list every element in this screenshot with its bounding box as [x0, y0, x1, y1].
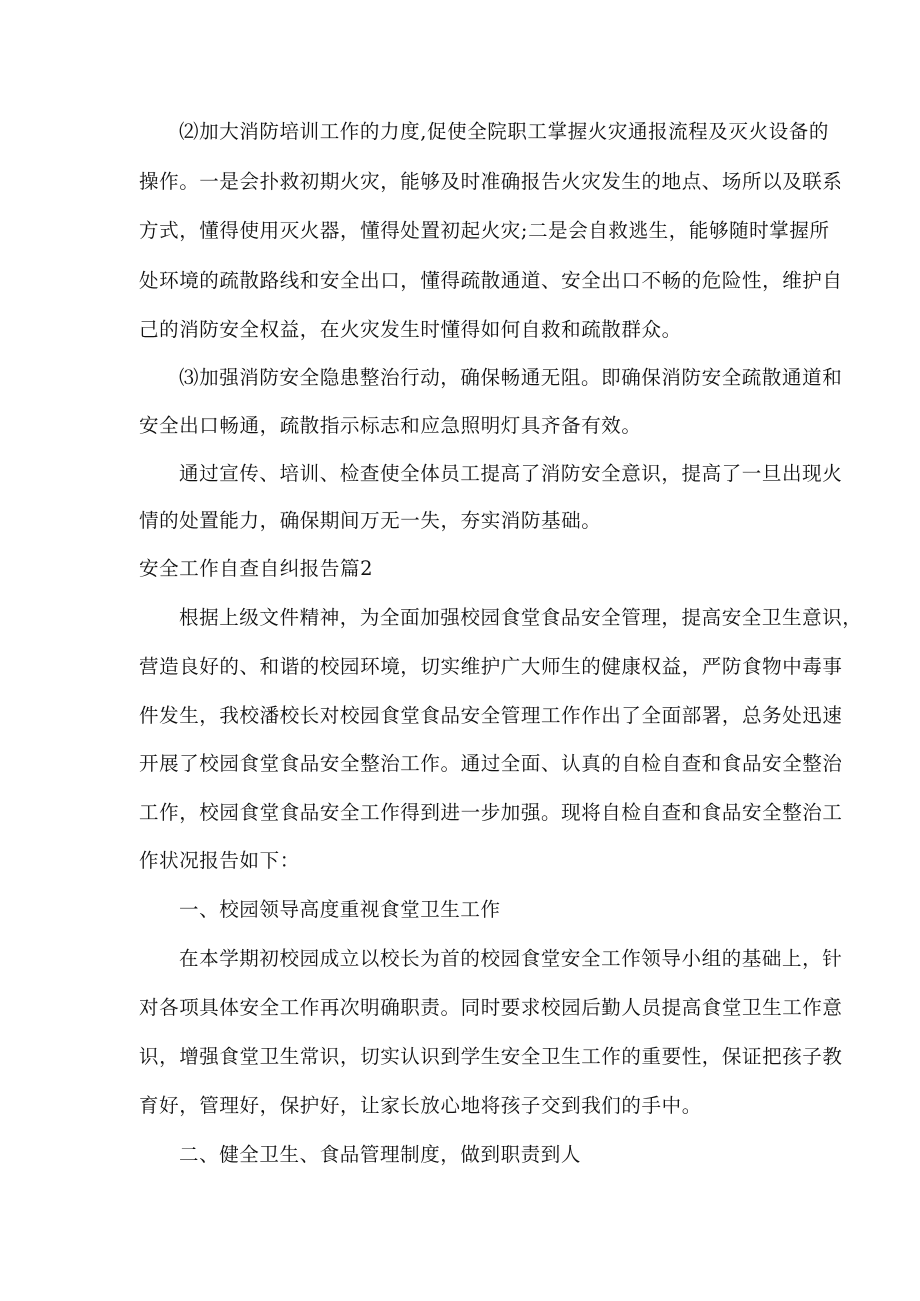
paragraph-fire-training-line-5: 己的消防安全权益，在火灾发生时懂得如何自救和疏散群众。 — [139, 318, 682, 341]
paragraph-section-1-line-2: 对各项具体安全工作再次明确职责。同时要求校园后勤人员提高食堂卫生工作意 — [139, 996, 843, 1019]
section-title-report-2: 安全工作自查自纠报告篇2 — [139, 557, 374, 580]
paragraph-summary-line-2: 情的处置能力，确保期间万无一失，夯实消防基础。 — [139, 509, 602, 532]
paragraph-section-1-line-1: 在本学期初校园成立以校长为首的校园食堂安全工作领导小组的基础上，针 — [179, 947, 843, 970]
paragraph-section-1-line-3: 识，增强食堂卫生常识，切实认识到学生安全卫生工作的重要性，保证把孩子教 — [139, 1045, 843, 1068]
paragraph-intro-line-1: 根据上级文件精神，为全面加强校园食堂食品安全管理，提高安全卫生意识， — [179, 606, 863, 629]
heading-section-2: 二、健全卫生、食品管理制度，做到职责到人 — [179, 1143, 582, 1166]
paragraph-fire-training-line-2: 操作。一是会扑救初期火灾，能够及时准确报告火灾发生的地点、场所以及联系 — [139, 170, 843, 193]
heading-section-1: 一、校园领导高度重视食堂卫生工作 — [179, 898, 501, 921]
paragraph-summary-line-1: 通过宣传、培训、检查使全体员工提高了消防安全意识，提高了一旦出现火 — [179, 462, 843, 485]
paragraph-intro-line-5: 工作，校园食堂食品安全工作得到进一步加强。现将自检自查和食品安全整治工 — [139, 801, 843, 824]
paragraph-intro-line-3: 件发生，我校潘校长对校园食堂食品安全管理工作作出了全面部署，总务处迅速 — [139, 704, 843, 727]
paragraph-hazard-rectification-line-2: 安全出口畅通，疏散指示标志和应急照明灯具齐备有效。 — [139, 414, 642, 437]
paragraph-fire-training-line-3: 方式，懂得使用灭火器，懂得处置初起火灾;二是会自救逃生，能够随时掌握所 — [139, 219, 830, 242]
paragraph-section-1-line-4: 育好，管理好，保护好，让家长放心地将孩子交到我们的手中。 — [139, 1094, 702, 1117]
paragraph-fire-training-line-1: ⑵加大消防培训工作的力度,促使全院职工掌握火灾通报流程及灭火设备的 — [179, 120, 829, 143]
paragraph-fire-training-line-4: 处环境的疏散路线和安全出口，懂得疏散通道、安全出口不畅的危险性，维护自 — [139, 269, 843, 292]
paragraph-intro-line-4: 开展了校园食堂食品安全整治工作。通过全面、认真的自检自查和食品安全整治 — [139, 752, 843, 775]
paragraph-intro-line-6: 作状况报告如下： — [139, 849, 300, 872]
paragraph-hazard-rectification-line-1: ⑶加强消防安全隐患整治行动，确保畅通无阻。即确保消防安全疏散通道和 — [179, 366, 843, 389]
paragraph-intro-line-2: 营造良好的、和谐的校园环境，切实维护广大师生的健康权益，严防食物中毒事 — [139, 655, 843, 678]
